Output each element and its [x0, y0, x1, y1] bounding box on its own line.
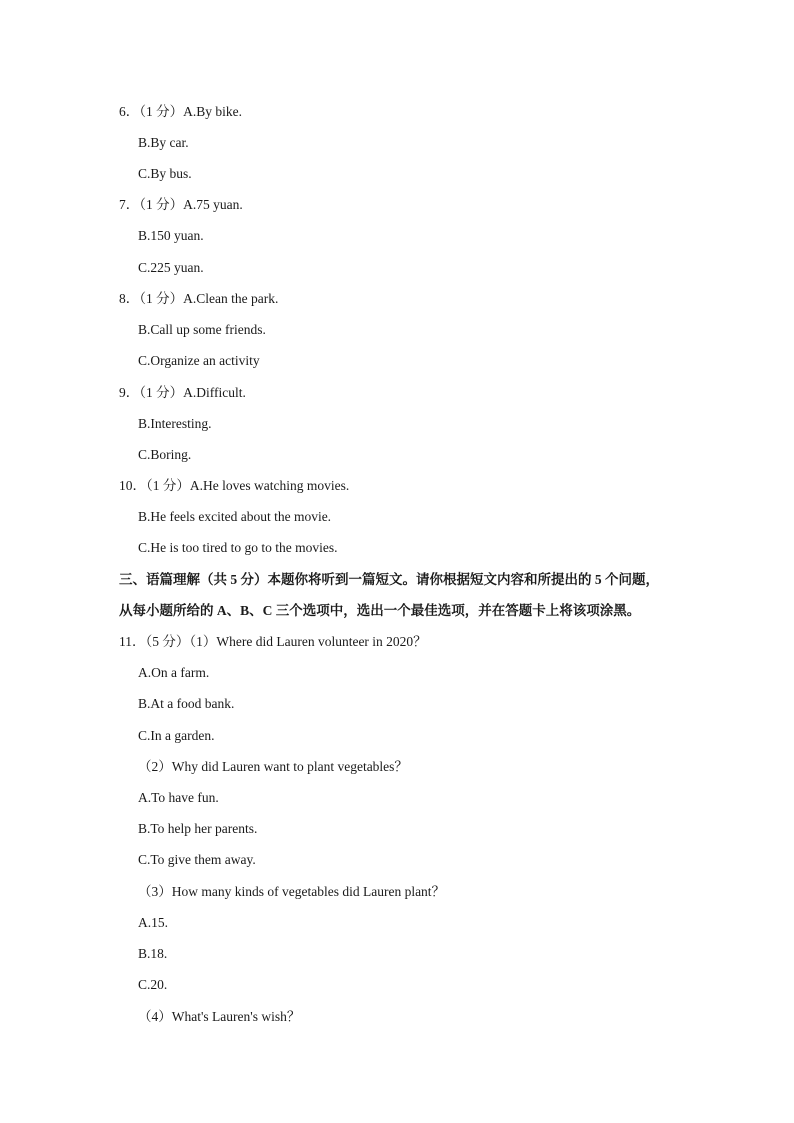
question-11-2-stem: （2）Why did Lauren want to plant vegetables？ — [138, 759, 408, 774]
question-11-2-option-b: B.To help her parents. — [138, 821, 258, 836]
question-9-option-c: C.Boring. — [138, 447, 192, 462]
question-11-4-stem: （4）What's Lauren's wish？ — [138, 1009, 301, 1024]
question-6-option-c: C.By bus. — [138, 166, 192, 181]
question-11-1-option-b: B.At a food bank. — [138, 696, 235, 711]
question-11-3-stem: （3）How many kinds of vegetables did Lauren plant？ — [138, 884, 446, 899]
question-8-stem: 8．（1 分）A.Clean the park. — [119, 291, 279, 306]
question-9-option-b: B.Interesting. — [138, 416, 212, 431]
section-3-instruction-line-1: 三、语篇理解（共 5 分）本题你将听到一篇短文。请你根据短文内容和所提出的 5 个问题， — [119, 572, 659, 587]
question-11-2-option-a: A.To have fun. — [138, 790, 219, 805]
question-11-1-option-c: C.In a garden. — [138, 728, 215, 743]
question-7-stem: 7．（1 分）A.75 yuan. — [119, 197, 243, 212]
question-7-option-b: B.150 yuan. — [138, 228, 204, 243]
question-11-2-option-c: C.To give them away. — [138, 852, 256, 867]
question-6-option-b: B.By car. — [138, 135, 189, 150]
question-8-option-c: C.Organize an activity — [138, 353, 260, 368]
question-11-3-option-b: B.18. — [138, 946, 168, 961]
question-10-stem: 10．（1 分）A.He loves watching movies. — [119, 478, 350, 493]
question-8-option-b: B.Call up some friends. — [138, 322, 266, 337]
question-11-3-option-c: C.20. — [138, 977, 168, 992]
question-11-1-option-a: A.On a farm. — [138, 665, 210, 680]
question-6-stem: 6．（1 分）A.By bike. — [119, 104, 242, 119]
question-10-option-b: B.He feels excited about the movie. — [138, 509, 332, 524]
section-3-instruction-line-2: 从每小题所给的 A、B、C 三个选项中，选出一个最佳选项，并在答题卡上将该项涂黑。 — [119, 603, 641, 618]
question-10-option-c: C.He is too tired to go to the movies. — [138, 540, 338, 555]
question-7-option-c: C.225 yuan. — [138, 260, 204, 275]
question-11-3-option-a: A.15. — [138, 915, 168, 930]
question-11-stem: 11．（5 分）（1）Where did Lauren volunteer in 2020？ — [119, 634, 427, 649]
question-9-stem: 9．（1 分）A.Difficult. — [119, 385, 246, 400]
